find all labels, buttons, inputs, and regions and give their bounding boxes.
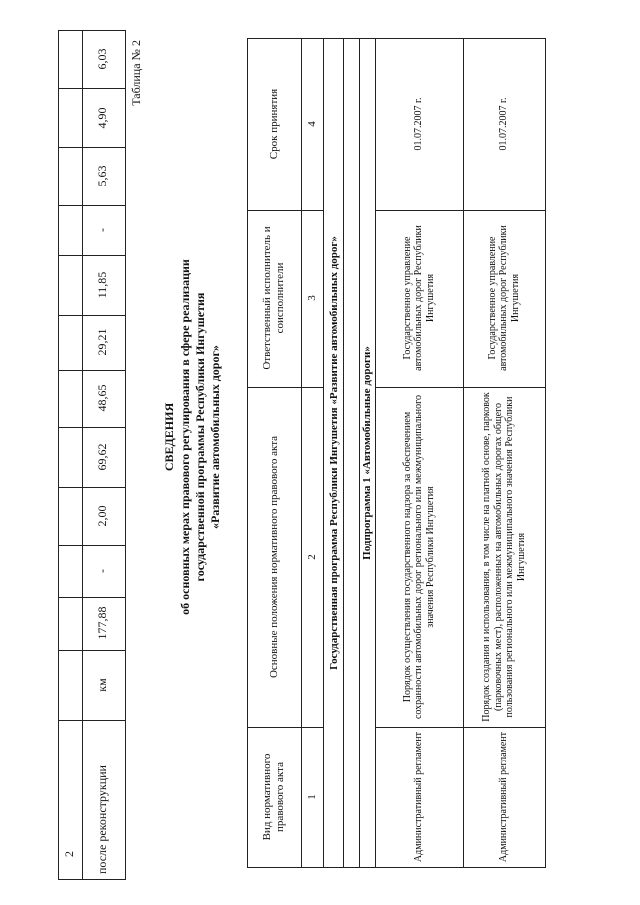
program-title: Государственная программа Республики Ингушетия «Развитие автомобильных дорог» [327,236,340,670]
header-executor: Ответственный исполнитель и соисполнители [261,226,286,370]
col-number: 2 [305,554,318,560]
heading-line-1: об основных мерах правового регулирования в сфере реализации [178,259,193,615]
header-deadline: Срок принятия [267,88,280,160]
top-row-label: после реконструкции [95,765,110,874]
col-number: 4 [305,121,318,127]
row-deadline: 01.07.2007 г. [498,97,510,151]
row-act-type: Административный регламент [413,731,425,863]
top-value: - [95,228,110,232]
row-executor: Государственное управление автомобильных дорог Республики Ингушетия [401,225,436,371]
top-unit: км [95,678,110,692]
top-value: 11,85 [95,271,110,299]
top-value: 5,63 [95,165,110,187]
top-value: 6,03 [95,48,110,70]
subprogram-title: Подпрограмма 1 «Автомобильные дороги» [360,346,373,560]
top-value: 69,62 [95,443,110,471]
col-number: 3 [305,295,318,301]
heading-line-2: государственной программы Республики Ингушетия [193,292,208,582]
heading-line-3: «Развитие автомобильных дорог» [208,345,223,529]
row-act-type: Административный регламент [498,731,510,863]
row-executor: Государственное управление автомобильных дорог Республики Ингушетия [486,225,521,371]
row-provisions: Порядок создания и использования, в том числе на платной основе, парковок (парковочных мест), расположенных на автомобильных дорогах общего пользования регионального или межмуниципального значения Республики Ингушетия [481,392,527,722]
top-row-number: 2 [62,851,77,857]
header-provisions: Основные положения нормативного правового акта [267,435,280,679]
table-caption: Таблица № 2 [129,40,144,106]
top-value: 29,21 [95,328,110,356]
heading-title: СВЕДЕНИЯ [162,402,177,472]
row-deadline: 01.07.2007 г. [413,97,425,151]
top-value: - [95,569,110,573]
col-number: 1 [305,794,318,800]
header-act-type: Вид нормативного правового акта [261,753,286,841]
top-value: 4,90 [95,107,110,129]
top-value: 2,00 [95,505,110,527]
top-value: 177,88 [95,606,110,640]
row-provisions: Порядок осуществления государственного надзора за обеспечением сохранности автомобильных дорог регионального или межмуниципального значения Республики Ингушетия [401,394,436,720]
top-value: 48,65 [95,384,110,412]
